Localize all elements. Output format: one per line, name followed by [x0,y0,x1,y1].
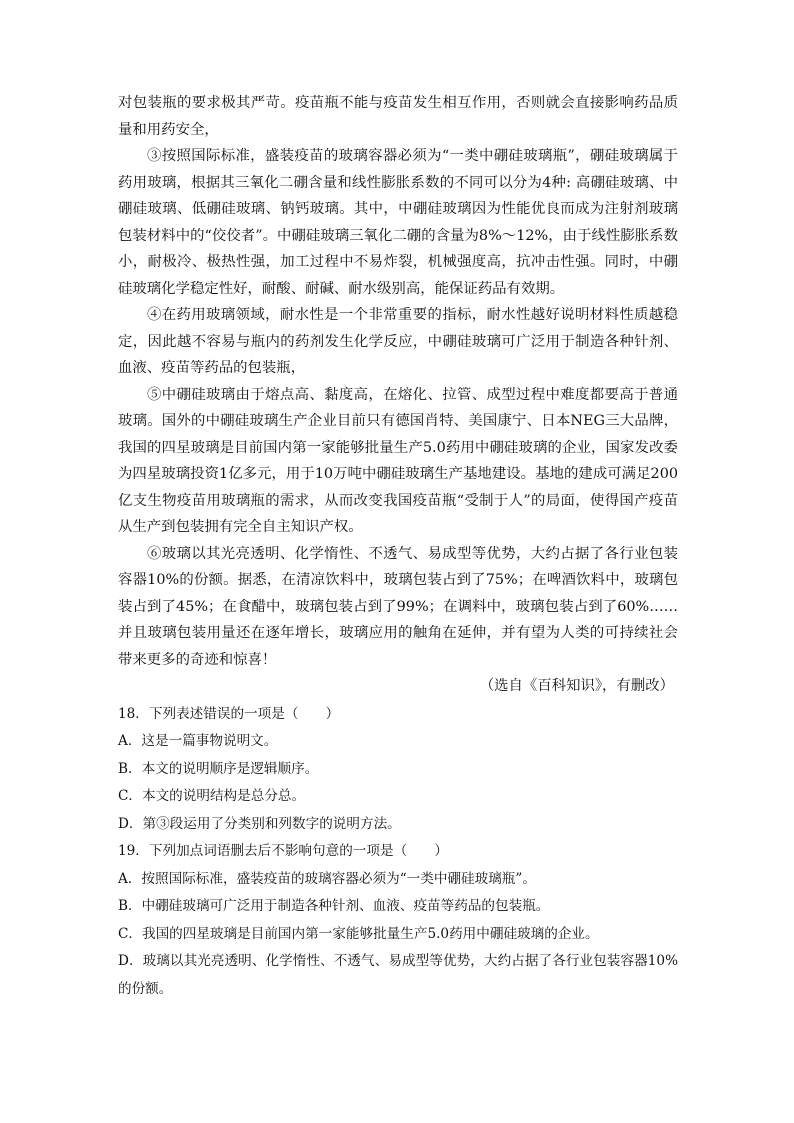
question-stem: 19．下列加点词语删去后不影响句意的一项是（ ） [118,843,448,859]
option-b: B．本文的说明顺序是逻辑顺序。 [118,760,319,777]
source-citation: （选自《百科知识》，有删改） [479,678,674,694]
paragraph-6: ⑥玻璃以其光亮透明、化学惰性、不透气、易成型等优势，大约占据了各行业包装容器10%的份额。据悉，在清凉饮料中，玻璃包装占到了75%；在啤酒饮料中，玻璃包装占到了45%；在食醋中，玻璃包装占到了99%；在调料中，玻璃包装占到了60%……并且玻璃包装用量还在逐年增长，玻璃应用的触角在延伸，并有望为人类的可持续社会带来更多的奇迹和惊喜！ [118,545,678,668]
option-b: B．中硼硅玻璃可广泛用于制造各种针剂、血液、疫苗等药品的包装瓶。 [118,898,550,914]
passage [118,90,678,700]
paragraph-4: ④在药用玻璃领域，耐水性是一个非常重要的指标，耐水性越好说明材料性质越稳定，因此越不容易与瓶内的药剂发生化学反应，中硼硅玻璃可广泛用于制造各种针剂、血液、疫苗等药品的包装瓶， [118,307,678,376]
option-c: C．我国的四星玻璃是目前国内第一家能够批量生产5.0药用中硼硅玻璃的企业。 [118,925,599,942]
option-c: C．本文的说明结构是总分总。 [118,788,306,804]
question-stem: 18．下列表述错误的一项是（ ） [118,705,340,722]
document-page [118,90,678,1003]
option-d: D．玻璃以其光亮透明、化学惰性、不透气、易成型等优势，大约占据了各行业包装容器10%的份额。 [118,953,678,997]
question-18 [118,701,678,839]
question-19 [118,838,678,1003]
paragraph-3: ③按照国际标准，盛装疫苗的玻璃容器必须为“一类中硼硅玻璃瓶”，硼硅玻璃属于药用玻璃，根据其三氧化二硼含量和线性膨胀系数的不同可以分为4种: 高硼硅玻璃、中硼硅玻璃、低硼硅玻璃、钠钙玻璃。其中，中硼硅玻璃因为性能优良而成为注射剂玻璃包装材料中的“佼佼者”。中硼硅玻璃三氧化二硼的含量为8%～12%，由于线性膨胀系数小，耐极冷、极热性强，加工过程中不易炸裂，机械强度高，抗冲击性强。同时，中硼硅玻璃化学稳定性好，耐酸、耐碱、耐水级别高，能保证药品有效期。 [118,148,678,297]
questions-section [118,701,678,1004]
option-a: A．按照国际标准，盛装疫苗的玻璃容器必须为“一类中硼硅玻璃瓶”。 [118,870,536,887]
paragraph-5: ⑤中硼硅玻璃由于熔点高、黏度高，在熔化、拉管、成型过程中难度都要高于普通玻璃。国外的中硼硅玻璃生产企业目前只有德国肖特、美国康宁、日本NEG三大品牌，我国的四星玻璃是目前国内第一家能够批量生产5.0药用中硼硅玻璃的企业，国家发改委为四星玻璃投资1亿多元，用于10万吨中硼硅玻璃生产基地建设。基地的建成可满足200亿支生物疫苗用玻璃瓶的需求，从而改变我国疫苗瓶“受制于人”的局面，使得国产疫苗从生产到包装拥有完全自主知识产权。 [118,386,678,535]
paragraph-intro: 对包装瓶的要求极其严苛。疫苗瓶不能与疫苗发生相互作用，否则就会直接影响药品质量和用药安全， [118,95,678,138]
option-d: D．第③段运用了分类别和列数字的说明方法。 [118,815,401,832]
option-a: A．这是一篇事物说明文。 [118,733,278,749]
